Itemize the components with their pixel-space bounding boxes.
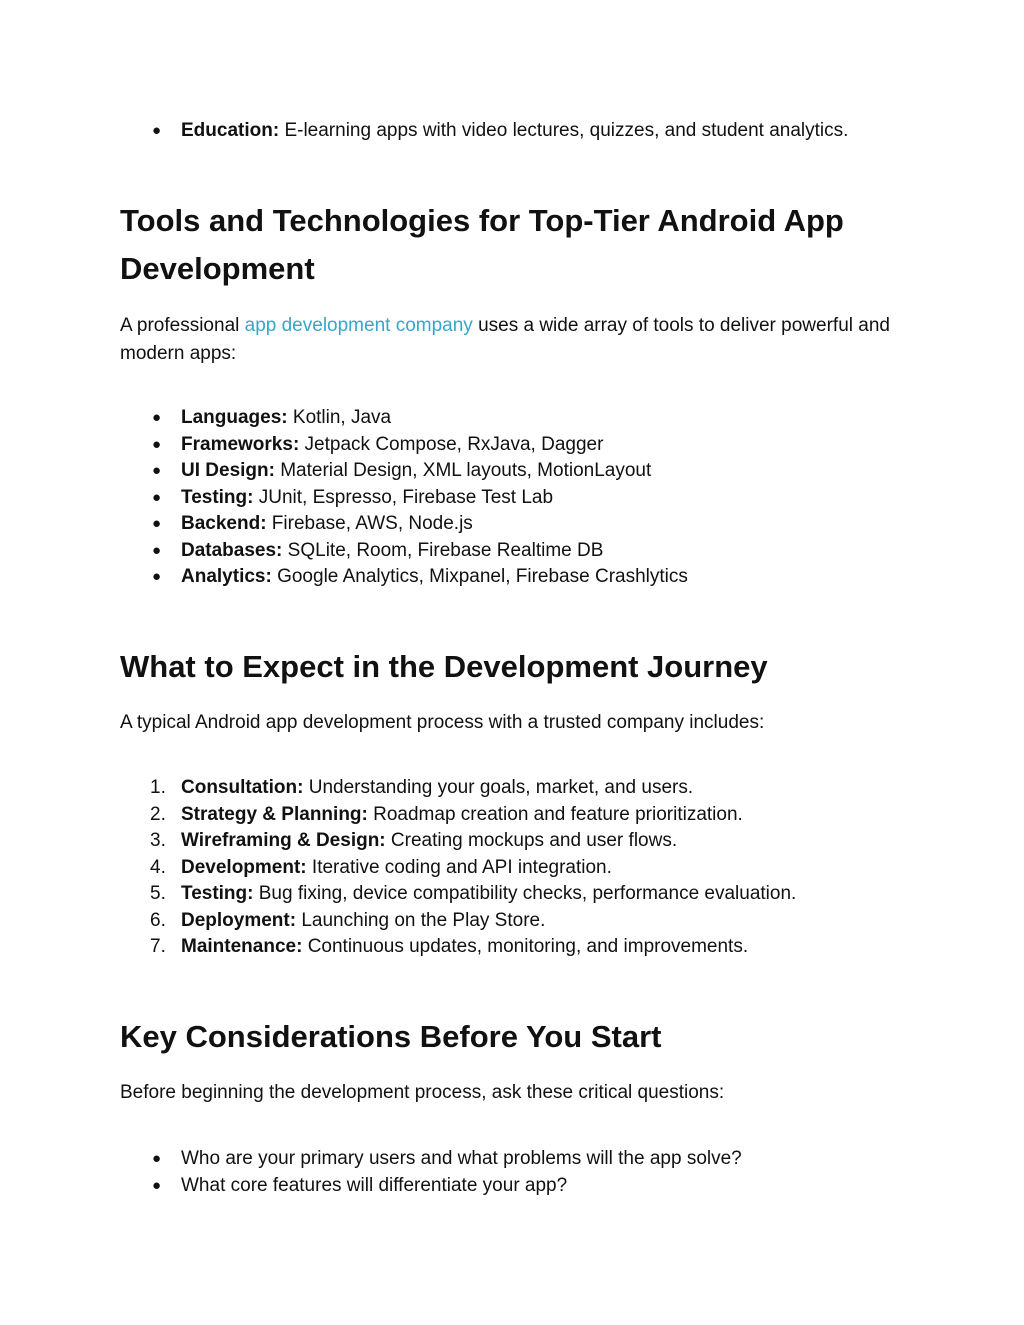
paragraph-text: uses a wide array of tools to deliver powerful and modern apps:	[120, 315, 890, 364]
item-label: Analytics:	[181, 566, 272, 587]
item-label: Development:	[181, 856, 307, 878]
list-item	[0, 1173, 742, 1200]
item-text: Understanding your goals, market, and users.	[303, 777, 694, 798]
item-label: Backend:	[181, 513, 267, 534]
paragraph-text: A professional	[120, 315, 245, 336]
list-item	[0, 1146, 742, 1173]
bullet: ●	[152, 1150, 162, 1167]
considerations-list	[0, 1146, 742, 1199]
item-label: Strategy & Planning:	[181, 803, 368, 825]
item-text: What core features will differentiate your app?	[181, 1174, 568, 1196]
step-number: 7.	[150, 936, 166, 957]
item-text: SQLite, Room, Firebase Realtime DB	[282, 539, 604, 561]
item-label: Deployment:	[181, 909, 297, 931]
item-label: Maintenance:	[181, 936, 303, 957]
item-text: Iterative coding and API integration.	[306, 856, 612, 878]
list-item	[0, 485, 688, 512]
item-text: Material Design, XML layouts, MotionLayout	[274, 460, 652, 481]
section-heading-considerations: Key Considerations Before You Start	[120, 1019, 662, 1054]
item-text: Bug fixing, device compatibility checks, performance evaluation.	[253, 883, 797, 904]
step-number: 3.	[150, 830, 166, 851]
list-item	[0, 775, 796, 802]
list-item	[0, 432, 688, 459]
item-text: Kotlin, Java	[287, 407, 392, 428]
item-label: Education:	[181, 120, 280, 141]
item-text: Creating mockups and user flows.	[385, 830, 678, 851]
step-number: 2.	[150, 803, 166, 825]
step-number: 5.	[150, 883, 166, 904]
journey-steps-list	[0, 775, 796, 961]
list-item	[0, 538, 688, 565]
list-item	[0, 828, 796, 855]
tools-paragraph	[120, 312, 910, 368]
bullet: ●	[152, 488, 162, 506]
list-item	[0, 458, 688, 485]
item-text: E-learning apps with video lectures, quizzes, and student analytics.	[279, 120, 849, 141]
list-item	[0, 934, 796, 961]
item-label: Testing:	[181, 883, 254, 904]
considerations-paragraph: Before beginning the development process, ask these critical questions:	[120, 1082, 725, 1103]
journey-paragraph: A typical Android app development process with a trusted company includes:	[120, 712, 765, 733]
item-label: Wireframing & Design:	[181, 830, 386, 851]
item-text: Who are your primary users and what problems will the app solve?	[181, 1148, 742, 1169]
item-text: JUnit, Espresso, Firebase Test Lab	[253, 486, 554, 508]
list-item	[0, 881, 796, 908]
list-item	[0, 564, 688, 591]
list-item	[0, 405, 688, 432]
step-number: 6.	[150, 909, 166, 931]
bullet: ●	[152, 462, 162, 479]
section-heading-journey: What to Expect in the Development Journey	[120, 649, 768, 684]
item-label: Testing:	[181, 486, 254, 508]
bullet: ●	[152, 435, 162, 453]
step-number: 4.	[150, 856, 166, 878]
bullet: ●	[152, 409, 162, 426]
item-label: Databases:	[181, 539, 283, 561]
item-text: Roadmap creation and feature prioritization.	[367, 803, 743, 825]
item-text: Jetpack Compose, RxJava, Dagger	[299, 433, 604, 455]
item-label: UI Design:	[181, 460, 275, 481]
section-heading-tools: Tools and Technologies for Top-Tier Android App Development	[120, 203, 844, 286]
bullet: ●	[152, 541, 162, 559]
step-number: 1.	[150, 777, 166, 798]
bullet: ●	[152, 122, 162, 139]
list-item	[0, 908, 796, 935]
list-item	[0, 802, 796, 829]
item-label: Consultation:	[181, 777, 304, 798]
item-text: Launching on the Play Store.	[296, 909, 546, 931]
bullet: ●	[152, 1176, 162, 1194]
item-text: Google Analytics, Mixpanel, Firebase Crashlytics	[271, 566, 688, 587]
bullet: ●	[152, 568, 162, 585]
list-item	[0, 118, 848, 145]
item-text: Continuous updates, monitoring, and improvements.	[302, 936, 749, 957]
list-item	[0, 511, 688, 538]
item-label: Languages:	[181, 407, 288, 428]
app-development-company-link[interactable]: app development company	[244, 315, 473, 336]
tools-list	[0, 405, 688, 591]
intro-list	[0, 118, 848, 145]
bullet: ●	[152, 515, 162, 532]
list-item	[0, 855, 796, 882]
item-label: Frameworks:	[181, 433, 300, 455]
item-text: Firebase, AWS, Node.js	[266, 513, 473, 534]
